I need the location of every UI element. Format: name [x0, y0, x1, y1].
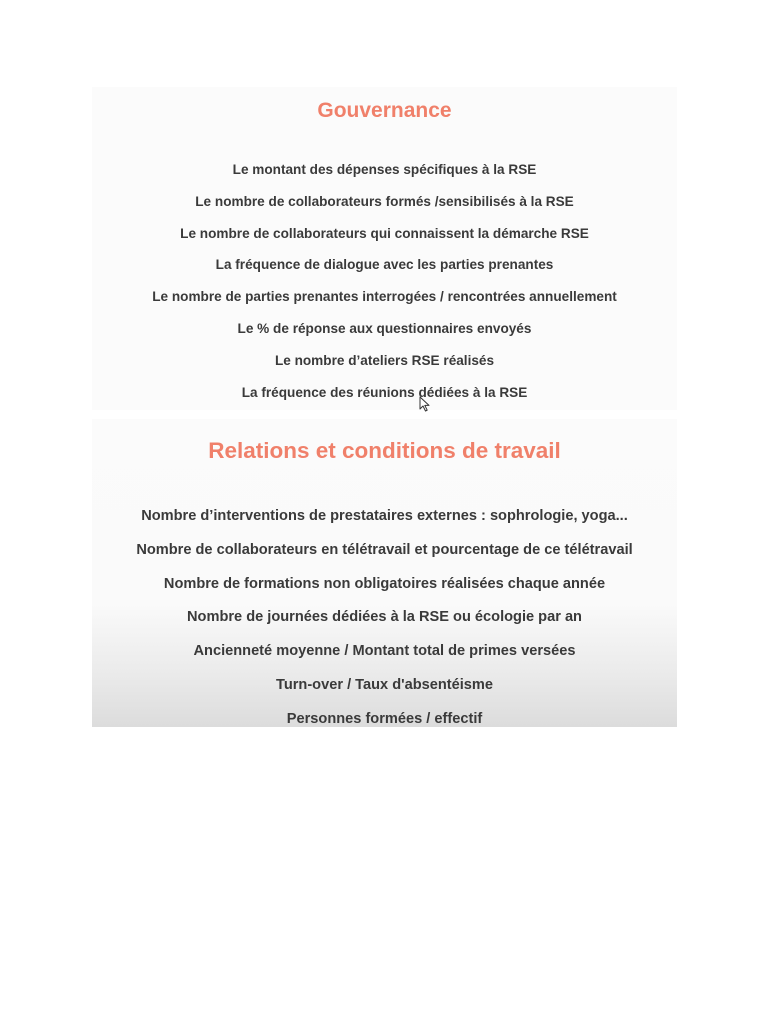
relations-slide — [92, 419, 677, 727]
gouvernance-title: Gouvernance — [317, 99, 452, 122]
relations-indicator-list — [92, 500, 677, 737]
list-item: Le nombre de parties prenantes interrogées / rencontrées annuellement — [152, 289, 617, 305]
gouvernance-slide — [92, 87, 677, 410]
list-item: La fréquence des réunions dédiées à la RSE — [241, 384, 528, 400]
list-item: Le nombre de collaborateurs qui connaissent la démarche RSE — [180, 225, 589, 241]
list-item: Le % de réponse aux questionnaires envoyés — [237, 320, 532, 336]
list-item: Nombre de journées dédiées à la RSE ou écologie par an — [187, 609, 582, 626]
list-item: Le montant des dépenses spécifiques à la RSE — [232, 162, 537, 177]
list-item: Le nombre d’ateliers RSE réalisés — [274, 352, 495, 368]
relations-title: Relations et conditions de travail — [208, 438, 561, 463]
list-item: Le nombre de collaborateurs formés /sensibilisés à la RSE — [195, 193, 574, 209]
list-item: Nombre de collaborateurs en télétravail et pourcentage de ce télétravail — [136, 541, 633, 558]
list-item: Nombre d’interventions de prestataires externes : sophrologie, yoga... — [141, 508, 628, 524]
list-item: Nombre de formations non obligatoires réalisées chaque année — [163, 575, 606, 592]
list-item: Turn-over / Taux d'absentéisme — [275, 676, 494, 693]
list-item: Ancienneté moyenne / Montant total de primes versées — [193, 643, 576, 660]
list-item: La fréquence de dialogue avec les parties prenantes — [215, 257, 554, 273]
mouse-pointer-icon — [419, 396, 431, 412]
gouvernance-indicator-list — [92, 154, 677, 408]
list-item: Personnes formées / effectif — [286, 710, 483, 727]
